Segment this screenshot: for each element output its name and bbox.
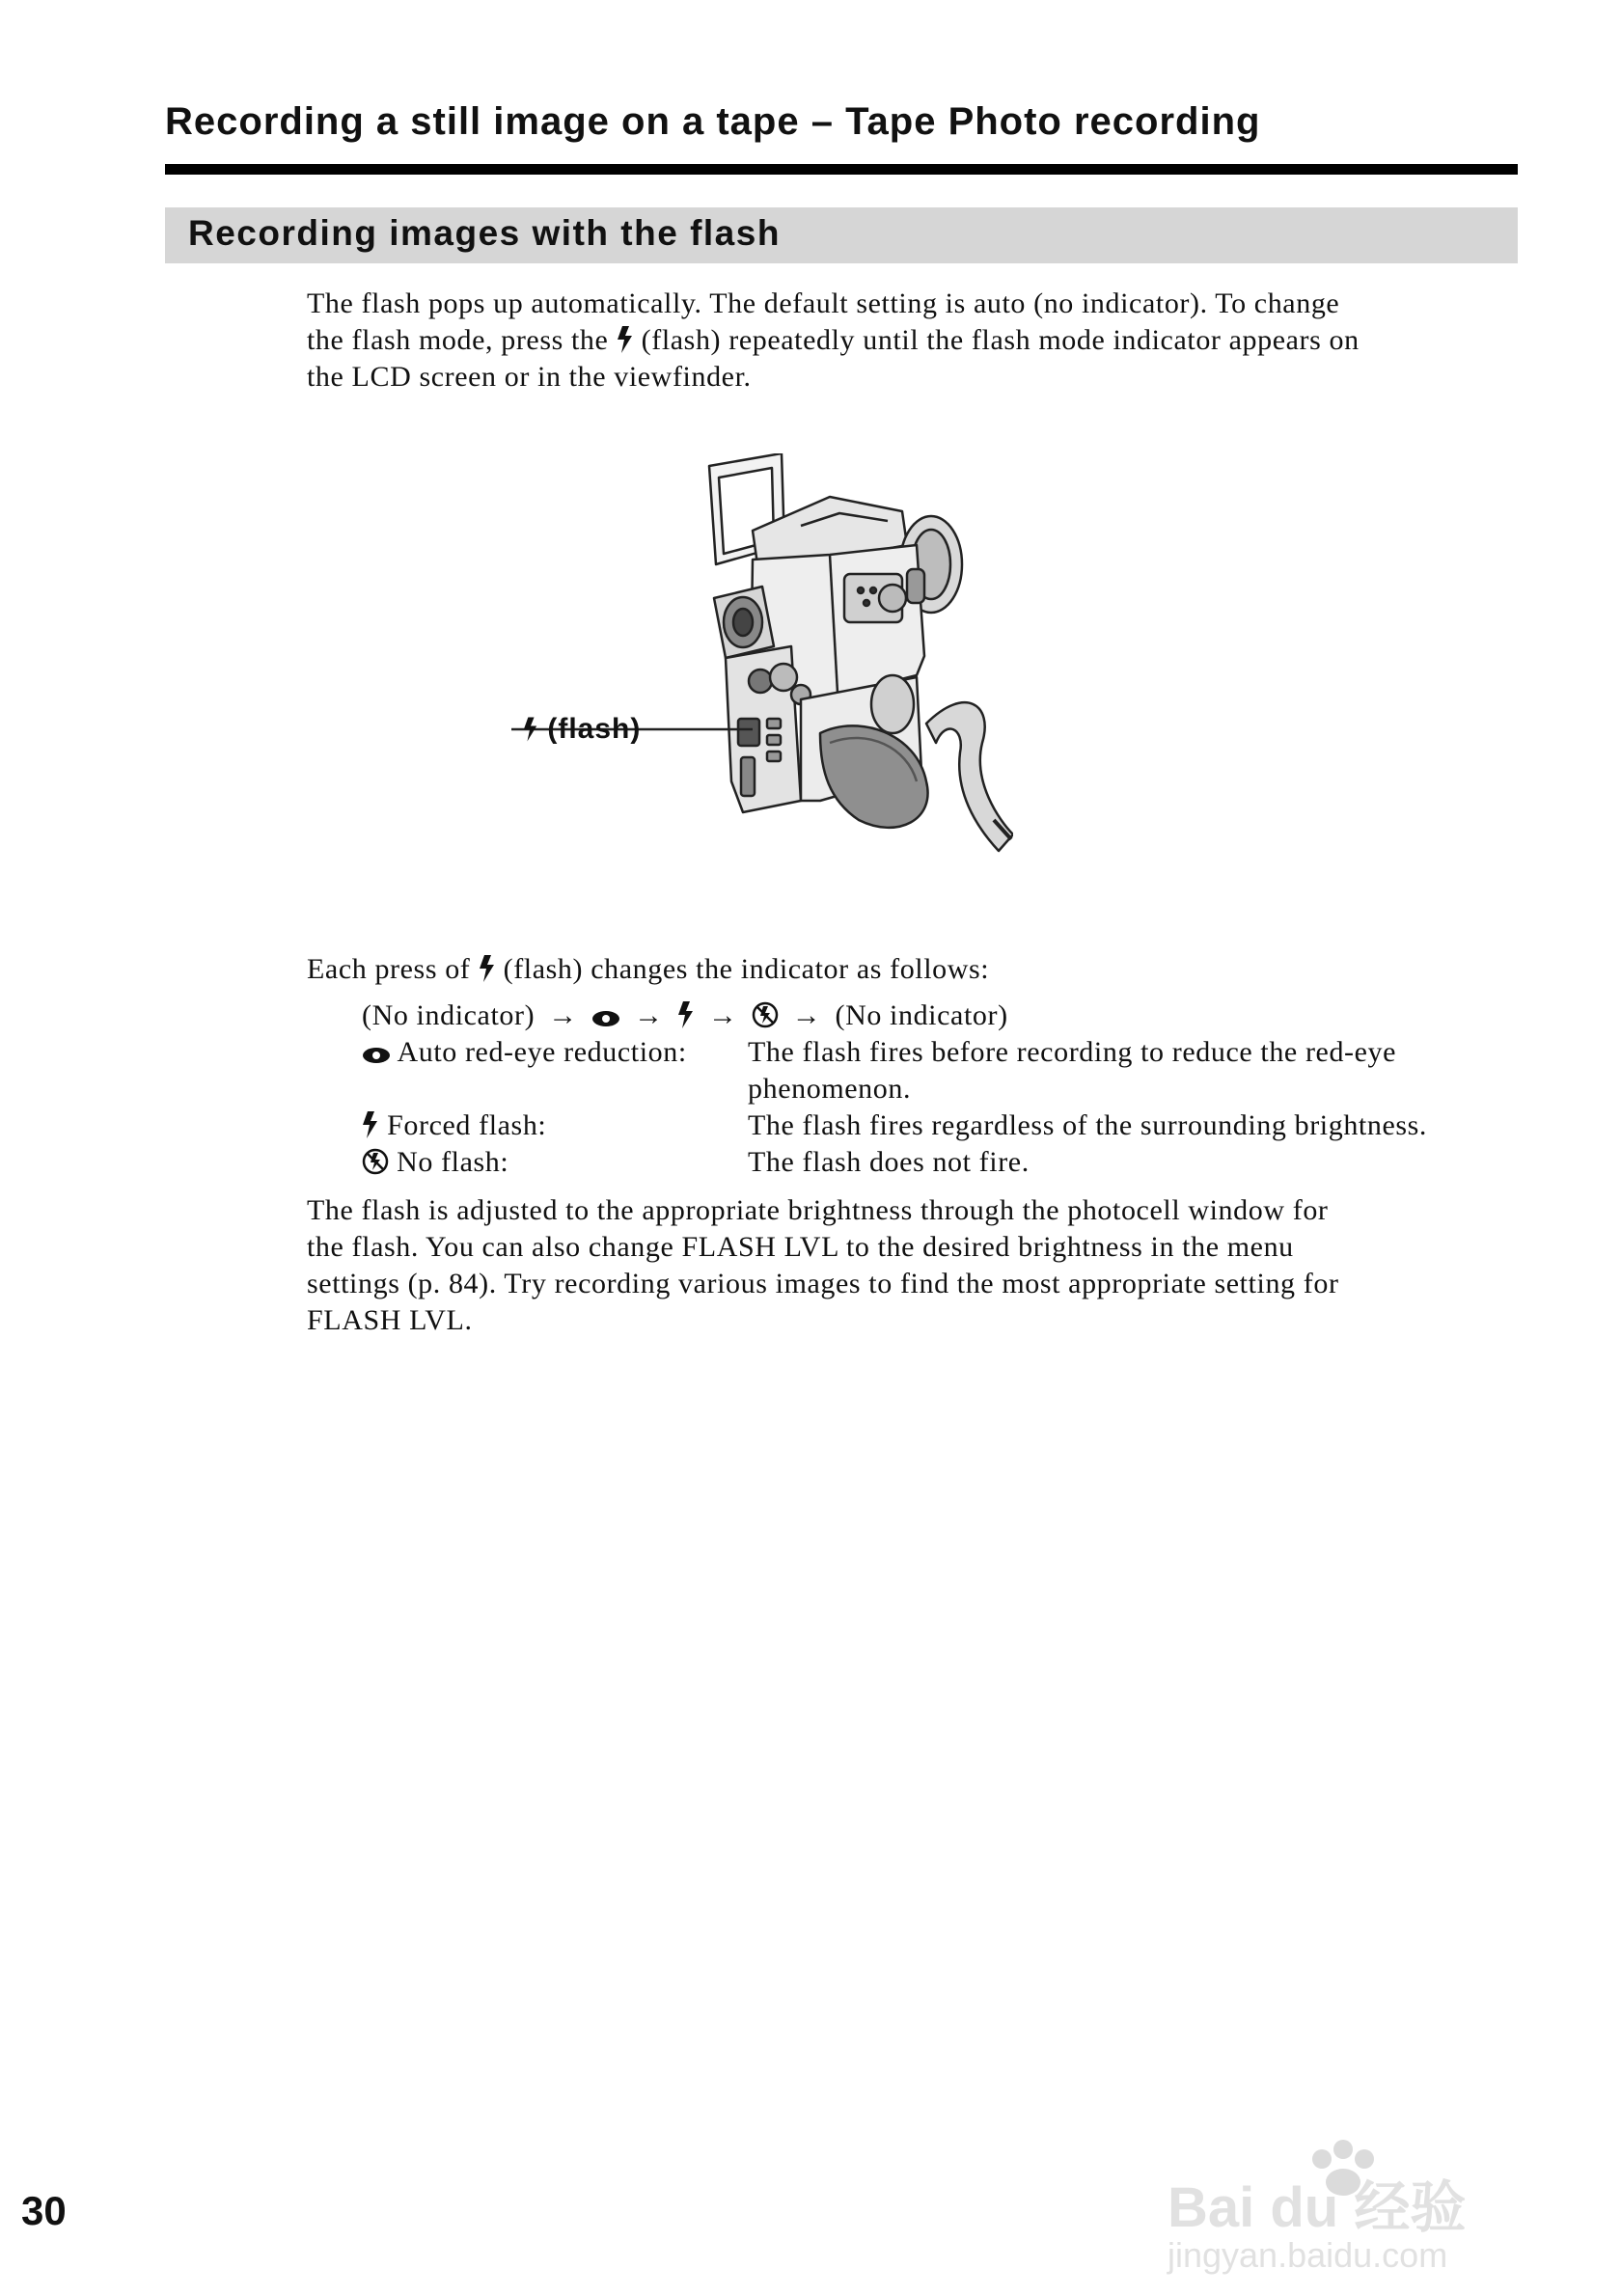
section-header-bar <box>165 207 1518 263</box>
arrow-icon: → <box>634 999 664 1031</box>
adjust-paragraph <box>307 1192 1523 1339</box>
intro-paragraph <box>307 286 1523 396</box>
mode-desc-no-flash <box>748 1144 1529 1181</box>
flash-icon <box>362 1111 379 1138</box>
press-text-start: Each press of <box>307 953 471 985</box>
flash-icon <box>617 326 634 353</box>
watermark-brand: Bai du 经验 <box>1168 2176 1467 2239</box>
mode-label: No flash: <box>397 1146 509 1178</box>
mode-desc-line: The flash does not fire. <box>748 1146 1030 1178</box>
intro-line-1: The flash pops up automatically. The default setting is auto (no indicator). To change <box>307 287 1340 319</box>
mode-row-no-flash <box>362 1144 508 1181</box>
press-paragraph <box>307 951 1523 988</box>
baidu-watermark <box>1158 2132 1544 2277</box>
mode-desc-line: The flash fires regardless of the surrounding brightness. <box>748 1109 1428 1141</box>
adjust-line-1: The flash is adjusted to the appropriate brightness through the photocell window for <box>307 1194 1329 1226</box>
mode-row-forced-flash <box>362 1107 546 1144</box>
arrow-icon: → <box>548 999 578 1031</box>
no-flash-icon <box>752 1001 779 1028</box>
camcorder-illustration <box>511 453 1013 878</box>
running-title: Recording a still image on a tape – Tape Photo recording <box>165 100 1261 143</box>
flash-icon <box>523 717 538 742</box>
flash-button <box>749 670 772 693</box>
no-flash-icon <box>362 1148 389 1175</box>
mode-row-red-eye <box>362 1034 687 1071</box>
mode-label: Auto red-eye reduction: <box>397 1036 687 1068</box>
section-title: Recording images with the flash <box>188 213 781 253</box>
mode-desc-forced-flash <box>748 1107 1529 1144</box>
red-eye-icon <box>591 1009 620 1028</box>
adjust-line-3: settings (p. 84). Try recording various images to find the most appropriate setting for <box>307 1268 1339 1299</box>
title-rule <box>165 164 1518 175</box>
sequence-start: (No indicator) <box>362 999 536 1031</box>
sequence-end: (No indicator) <box>835 999 1008 1031</box>
flash-callout-text: (flash) <box>547 713 642 745</box>
intro-line-3: the LCD screen or in the viewfinder. <box>307 361 752 393</box>
flash-callout-label <box>523 713 641 746</box>
red-eye-icon <box>362 1046 391 1065</box>
mode-desc-line: The flash fires before recording to reduce the red-eye <box>748 1036 1397 1068</box>
indicator-sequence <box>362 998 1008 1034</box>
watermark-url: jingyan.baidu.com <box>1168 2235 1448 2275</box>
flash-icon <box>677 1001 695 1028</box>
arrow-icon: → <box>791 999 822 1031</box>
adjust-line-4: FLASH LVL. <box>307 1304 473 1336</box>
adjust-line-2: the flash. You can also change FLASH LVL to the desired brightness in the menu <box>307 1231 1294 1263</box>
mode-desc-line: phenomenon. <box>748 1073 912 1105</box>
flash-icon <box>479 955 496 982</box>
arrow-icon: → <box>707 999 738 1031</box>
mode-label: Forced flash: <box>387 1109 547 1141</box>
intro-line-2-start: the flash mode, press the <box>307 324 609 356</box>
mode-desc-red-eye <box>748 1034 1529 1107</box>
page-number: 30 <box>21 2188 67 2233</box>
press-text-end: (flash) changes the indicator as follows: <box>503 953 990 985</box>
press-line <box>307 951 1523 988</box>
intro-line-2 <box>307 322 1523 359</box>
intro-line-2-end: (flash) repeatedly until the flash mode indicator appears on <box>641 324 1360 356</box>
